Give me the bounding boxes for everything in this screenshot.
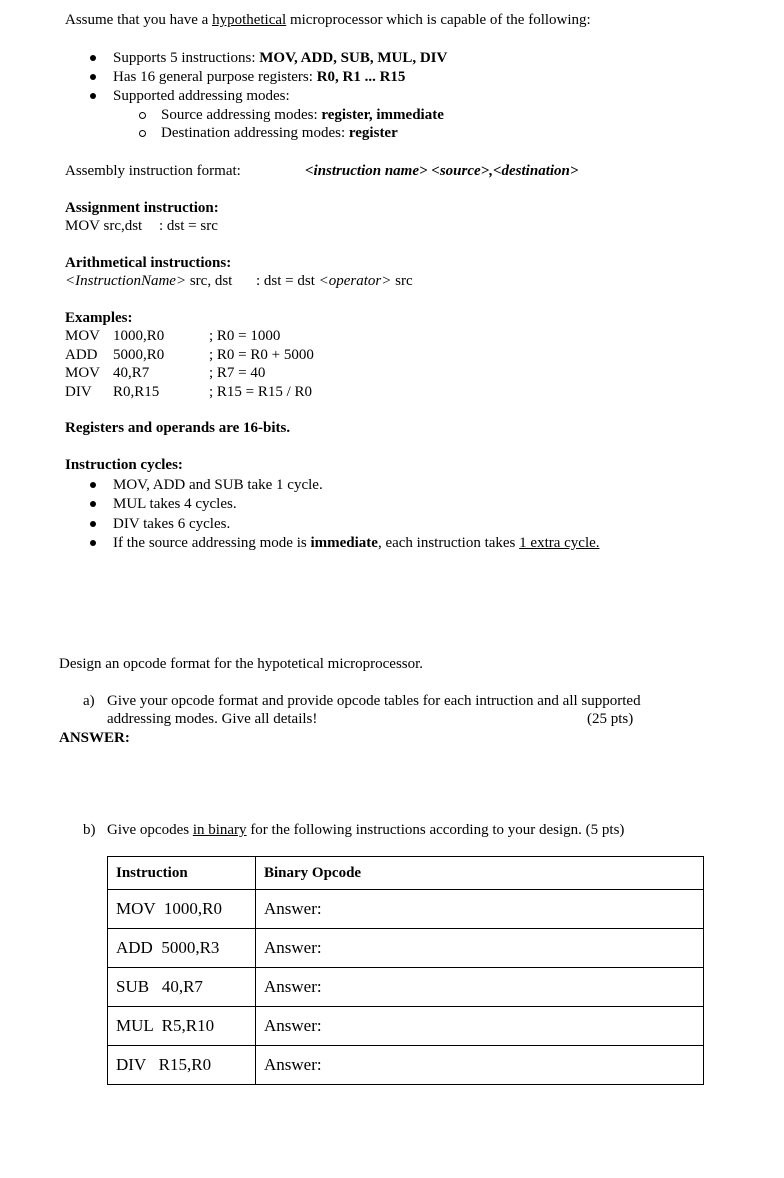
- example-comment: ; R7 = 40: [209, 365, 266, 381]
- arithmetic-desc: : dst = dst <operator> src: [256, 273, 413, 289]
- table-row: [108, 1007, 704, 1046]
- example-args: 1000,R0: [113, 328, 165, 344]
- assignment-heading: Assignment instruction:: [65, 200, 219, 216]
- part-a-line2: addressing modes. Give all details!: [107, 711, 318, 727]
- opcode-answer-cell[interactable]: Answer:: [256, 1007, 704, 1046]
- assignment-line: MOV src,dst: [65, 218, 143, 234]
- bullet: [90, 482, 96, 488]
- header-instruction: Instruction: [108, 857, 256, 890]
- sub-bullet: [139, 130, 146, 137]
- feature-modes: Supported addressing modes:: [113, 88, 290, 104]
- instruction-cell: MOV 1000,R0: [108, 890, 256, 929]
- cycles-heading: Instruction cycles:: [65, 457, 183, 473]
- example-op: ADD: [65, 347, 98, 363]
- table-row: [108, 1046, 704, 1085]
- example-op: MOV: [65, 328, 101, 344]
- instruction-cell: MUL R5,R10: [108, 1007, 256, 1046]
- header-binary-opcode: Binary Opcode: [256, 857, 704, 890]
- example-comment: ; R0 = 1000: [209, 328, 281, 344]
- example-args: R0,R15: [113, 384, 160, 400]
- example-op: MOV: [65, 365, 101, 381]
- opcode-table: [107, 856, 704, 1085]
- part-a-line1: Give your opcode format and provide opcode tables for each intruction and all supported: [107, 693, 641, 709]
- registers-note: Registers and operands are 16-bits.: [65, 420, 291, 436]
- bullet: [90, 501, 96, 507]
- instruction-cell: SUB 40,R7: [108, 968, 256, 1007]
- arithmetic-heading: Arithmetical instructions:: [65, 255, 232, 271]
- table-row: [108, 890, 704, 929]
- table-row: [108, 968, 704, 1007]
- cycle-item: MOV, ADD and SUB take 1 cycle.: [113, 477, 323, 493]
- cycle-item: DIV takes 6 cycles.: [113, 516, 231, 532]
- example-comment: ; R15 = R15 / R0: [209, 384, 313, 400]
- dest-modes: Destination addressing modes: register: [161, 125, 398, 141]
- sub-bullet: [139, 112, 146, 119]
- examples-heading: Examples:: [65, 310, 133, 326]
- bullet: [90, 55, 96, 61]
- example-op: DIV: [65, 384, 92, 400]
- example-args: 5000,R0: [113, 347, 165, 363]
- example-comment: ; R0 = R0 + 5000: [209, 347, 314, 363]
- bullet: [90, 93, 96, 99]
- assignment-desc: : dst = src: [159, 218, 218, 234]
- answer-label: ANSWER:: [59, 730, 130, 746]
- intro-text: Assume that you have a hypothetical microprocessor which is capable of the following:: [65, 12, 591, 28]
- source-modes: Source addressing modes: register, immediate: [161, 107, 444, 123]
- feature-instructions: Supports 5 instructions: MOV, ADD, SUB, MUL, DIV: [113, 50, 448, 66]
- cycle-item: MUL takes 4 cycles.: [113, 496, 237, 512]
- cycle-item-immediate: If the source addressing mode is immediate, each instruction takes 1 extra cycle.: [113, 535, 600, 551]
- instruction-cell: DIV R15,R0: [108, 1046, 256, 1085]
- part-b-text: Give opcodes in binary for the following instructions according to your design. (5 pts): [107, 822, 625, 838]
- part-b-label: b): [83, 822, 96, 838]
- bullet: [90, 521, 96, 527]
- opcode-answer-cell[interactable]: Answer:: [256, 890, 704, 929]
- opcode-answer-cell[interactable]: Answer:: [256, 1046, 704, 1085]
- design-prompt: Design an opcode format for the hypotetical microprocessor.: [59, 656, 424, 672]
- opcode-answer-cell[interactable]: Answer:: [256, 968, 704, 1007]
- bullet: [90, 74, 96, 80]
- instruction-cell: ADD 5000,R3: [108, 929, 256, 968]
- bullet: [90, 540, 96, 546]
- arithmetic-line: <InstructionName> src, dst: [65, 273, 233, 289]
- feature-registers: Has 16 general purpose registers: R0, R1 ... R15: [113, 69, 406, 85]
- table-row: [108, 929, 704, 968]
- part-a-label: a): [83, 693, 95, 709]
- example-args: 40,R7: [113, 365, 150, 381]
- table-header-row: [108, 857, 704, 890]
- format-label: Assembly instruction format:: [65, 163, 241, 179]
- format-value: <instruction name> <source>,<destination>: [305, 163, 579, 179]
- part-a-points: (25 pts): [587, 711, 634, 727]
- opcode-answer-cell[interactable]: Answer:: [256, 929, 704, 968]
